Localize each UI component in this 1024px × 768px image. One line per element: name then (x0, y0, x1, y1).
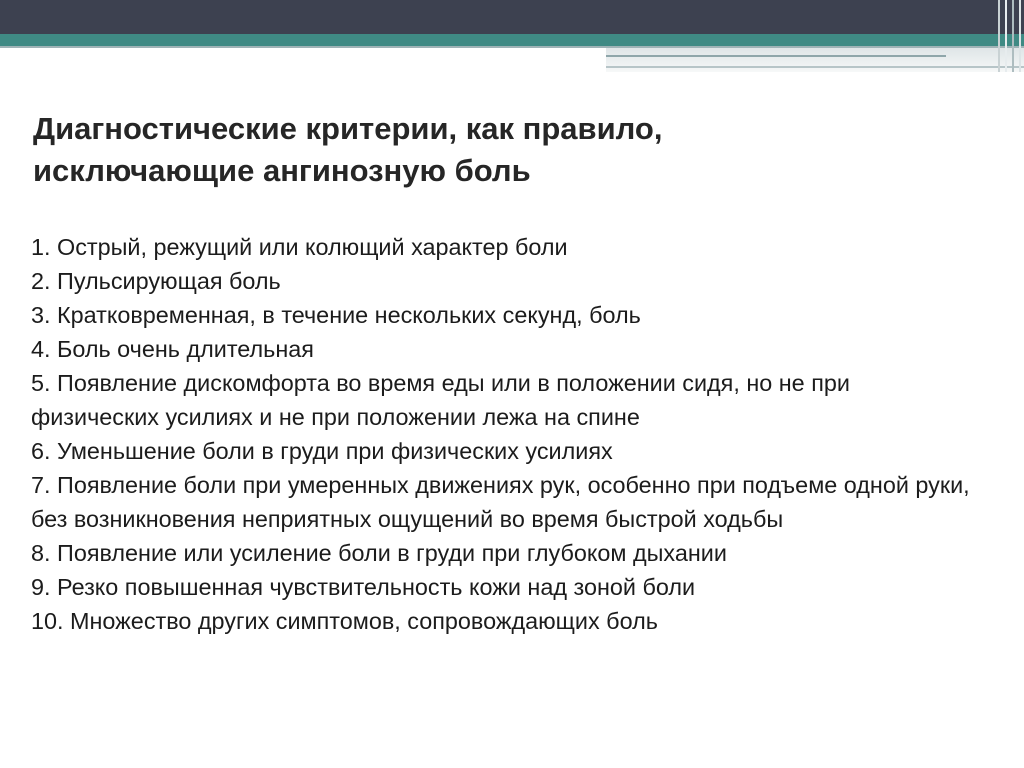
criteria-item: 8. Появление или усиление боли в груди при глубоком дыхании (31, 540, 727, 566)
header-vertical-bar (1012, 0, 1014, 72)
header-teal-band (0, 34, 1024, 46)
criteria-list (31, 230, 971, 638)
criteria-item: 10. Множество других симптомов, сопровождающих боль (31, 608, 658, 634)
criteria-item: 3. Кратковременная, в течение нескольких секунд, боль (31, 302, 641, 328)
header-right-line (606, 55, 946, 57)
criteria-item: 6. Уменьшение боли в груди при физических усилиях (31, 438, 613, 464)
header-right-line (606, 66, 1024, 68)
criteria-item: 4. Боль очень длительная (31, 336, 314, 362)
slide-title: Диагностические критерии, как правило, исключающие ангинозную боль (33, 111, 663, 188)
header-right-panel (606, 48, 1024, 72)
criteria-item: 5. Появление дискомфорта во время еды или в положении сидя, но не при физических усилиях и не при положении лежа на спине (31, 370, 850, 430)
header-dark-band (0, 0, 1024, 34)
criteria-item: 9. Резко повышенная чувствительность кожи над зоной боли (31, 574, 696, 600)
criteria-item: 7. Появление боли при умеренных движениях рук, особенно при подъеме одной руки, без возникновения неприятных ощущений во время быстрой ходьбы (31, 472, 970, 532)
header-vertical-bar (1019, 0, 1021, 72)
header-vertical-bar (998, 0, 1000, 72)
criteria-item: 1. Острый, режущий или колющий характер боли (31, 234, 568, 260)
header-vertical-bar (1005, 0, 1007, 72)
criteria-item: 2. Пульсирующая боль (31, 268, 281, 294)
